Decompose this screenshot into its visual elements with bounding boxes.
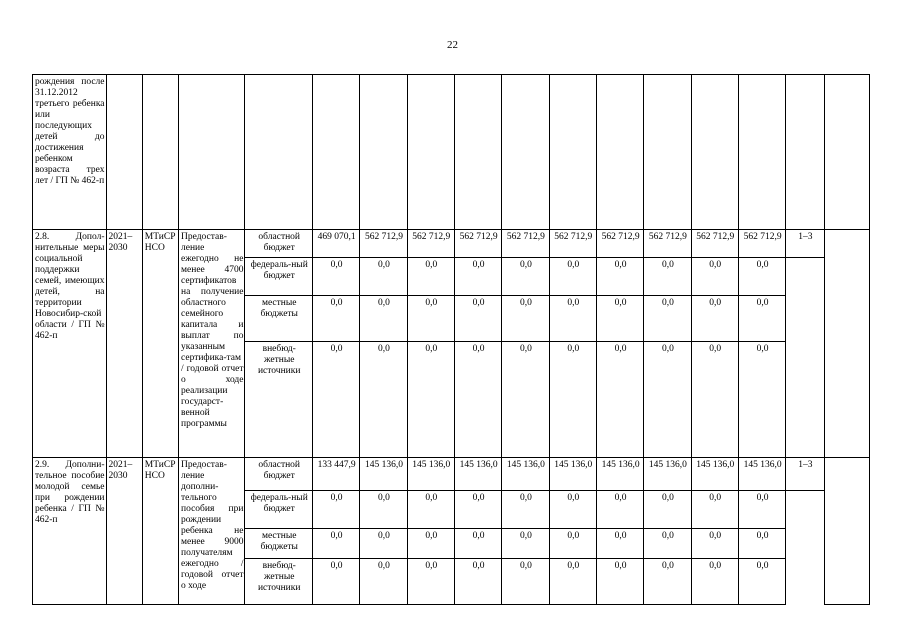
empty-cell: [738, 75, 785, 230]
value-cell: 145 136,0: [454, 458, 501, 491]
empty-cell: [502, 75, 549, 230]
years-cell: 2021–2030: [106, 230, 142, 458]
executor-cell: МТиСР НСО: [142, 458, 178, 605]
funding-source-cell: местные бюджеты: [245, 296, 312, 342]
value-cell: 0,0: [738, 296, 785, 342]
value-cell: 0,0: [644, 258, 691, 296]
value-cell: 145 136,0: [549, 458, 596, 491]
value-cell: 0,0: [312, 342, 359, 458]
value-cell: 0,0: [360, 258, 407, 296]
value-cell: 0,0: [502, 258, 549, 296]
value-cell: 0,0: [738, 491, 785, 529]
empty-cell: [549, 75, 596, 230]
empty-cell: [691, 75, 738, 230]
value-cell: 0,0: [454, 296, 501, 342]
empty-cell: [824, 75, 870, 230]
value-cell: 0,0: [312, 491, 359, 529]
empty-cell: [179, 75, 245, 230]
value-cell: 0,0: [407, 559, 454, 605]
value-cell: 0,0: [502, 529, 549, 559]
value-cell: 0,0: [312, 559, 359, 605]
value-cell: 0,0: [407, 529, 454, 559]
value-cell: 0,0: [644, 491, 691, 529]
value-cell: 0,0: [454, 342, 501, 458]
empty-cell: [106, 75, 142, 230]
value-cell: 0,0: [596, 491, 643, 529]
value-cell: 145 136,0: [360, 458, 407, 491]
value-cell: 0,0: [360, 529, 407, 559]
value-cell: 0,0: [691, 529, 738, 559]
value-cell: 562 712,9: [454, 230, 501, 258]
value-cell: 0,0: [549, 296, 596, 342]
value-cell: 145 136,0: [738, 458, 785, 491]
value-cell: 0,0: [360, 342, 407, 458]
value-cell: 0,0: [549, 559, 596, 605]
empty-cell: [312, 75, 359, 230]
executor-cell: МТиСР НСО: [142, 230, 178, 458]
value-cell: 0,0: [738, 559, 785, 605]
funding-row: [33, 458, 870, 491]
value-cell: 0,0: [502, 342, 549, 458]
empty-cell: [407, 75, 454, 230]
result-cell: Предостав-ление ежегодно не менее 4700 сертификатов на получение областного семейного капитала и выплат по указанным сертифика-там / годовой отчет о ходе реализации государст-венной программы: [179, 230, 245, 458]
value-cell: 0,0: [312, 529, 359, 559]
continuation-cell: рождения после 31.12.2012 третьего ребенка или последующих детей до достижения ребенком возраста трех лет / ГП № 462-п: [33, 75, 107, 230]
value-cell: 0,0: [312, 258, 359, 296]
funding-source-cell: федераль-ный бюджет: [245, 491, 312, 529]
value-cell: 0,0: [691, 296, 738, 342]
funding-row: [33, 230, 870, 258]
empty-cell: [142, 75, 178, 230]
funding-source-cell: федераль-ный бюджет: [245, 258, 312, 296]
value-cell: 133 447,9: [312, 458, 359, 491]
value-cell: 0,0: [454, 559, 501, 605]
funding-source-cell: областной бюджет: [245, 458, 312, 491]
value-cell: 562 712,9: [596, 230, 643, 258]
value-cell: 0,0: [312, 296, 359, 342]
value-cell: 0,0: [596, 258, 643, 296]
program-measures-table: [32, 74, 870, 605]
value-cell: 0,0: [644, 559, 691, 605]
value-cell: 469 070,1: [312, 230, 359, 258]
value-cell: 0,0: [502, 296, 549, 342]
target-indicator-cell: 1–3: [786, 458, 824, 491]
table-body: [33, 75, 870, 605]
value-cell: 145 136,0: [644, 458, 691, 491]
continuation-row: [33, 75, 870, 230]
value-cell: 0,0: [502, 559, 549, 605]
empty-cell: [360, 75, 407, 230]
value-cell: 0,0: [644, 529, 691, 559]
funding-source-cell: внебюд-жетные источники: [245, 559, 312, 605]
value-cell: 145 136,0: [596, 458, 643, 491]
value-cell: 0,0: [644, 296, 691, 342]
value-cell: 0,0: [549, 491, 596, 529]
value-cell: 0,0: [549, 258, 596, 296]
value-cell: 0,0: [738, 258, 785, 296]
value-cell: 562 712,9: [644, 230, 691, 258]
value-cell: 0,0: [360, 491, 407, 529]
value-cell: 562 712,9: [549, 230, 596, 258]
value-cell: 0,0: [454, 491, 501, 529]
measure-name-cell: 2.8. Допол-нительные меры социальной поддержки семей, имеющих детей, на территории Новосибир-ской области / ГП № 462-п: [33, 230, 107, 458]
value-cell: 0,0: [360, 296, 407, 342]
value-cell: 0,0: [407, 296, 454, 342]
value-cell: 0,0: [596, 529, 643, 559]
value-cell: 0,0: [407, 491, 454, 529]
empty-cell: [824, 458, 870, 605]
value-cell: 145 136,0: [502, 458, 549, 491]
value-cell: 0,0: [596, 296, 643, 342]
value-cell: 0,0: [454, 529, 501, 559]
funding-source-cell: областной бюджет: [245, 230, 312, 258]
value-cell: 562 712,9: [407, 230, 454, 258]
value-cell: 0,0: [407, 258, 454, 296]
page-number: 22: [447, 39, 458, 51]
empty-cell: [596, 75, 643, 230]
value-cell: 0,0: [738, 342, 785, 458]
funding-source-cell: местные бюджеты: [245, 529, 312, 559]
value-cell: 562 712,9: [738, 230, 785, 258]
value-cell: 0,0: [549, 342, 596, 458]
value-cell: 0,0: [360, 559, 407, 605]
empty-cell: [644, 75, 691, 230]
years-cell: 2021–2030: [106, 458, 142, 605]
value-cell: 562 712,9: [691, 230, 738, 258]
funding-source-cell: внебюд-жетные источники: [245, 342, 312, 458]
value-cell: 0,0: [454, 258, 501, 296]
value-cell: 0,0: [549, 529, 596, 559]
value-cell: 0,0: [691, 491, 738, 529]
value-cell: 562 712,9: [502, 230, 549, 258]
empty-cell: [824, 230, 870, 458]
value-cell: 145 136,0: [691, 458, 738, 491]
value-cell: 0,0: [596, 559, 643, 605]
value-cell: 0,0: [407, 342, 454, 458]
value-cell: 562 712,9: [360, 230, 407, 258]
value-cell: 0,0: [644, 342, 691, 458]
measure-name-cell: 2.9. Дополни-тельное пособие молодой семье при рождении ребенка / ГП № 462-п: [33, 458, 107, 605]
empty-cell: [454, 75, 501, 230]
value-cell: 145 136,0: [407, 458, 454, 491]
value-cell: 0,0: [502, 491, 549, 529]
value-cell: 0,0: [596, 342, 643, 458]
value-cell: 0,0: [691, 559, 738, 605]
value-cell: 0,0: [691, 258, 738, 296]
value-cell: 0,0: [691, 342, 738, 458]
result-cell: Предостав-ление дополни-тельного пособия при рождении ребенка не менее 9000 получателям ежегодно / годовой отчет о ходе: [179, 458, 245, 605]
empty-cell: [245, 75, 312, 230]
value-cell: 0,0: [738, 529, 785, 559]
empty-cell: [786, 75, 824, 230]
target-indicator-cell: 1–3: [786, 230, 824, 258]
